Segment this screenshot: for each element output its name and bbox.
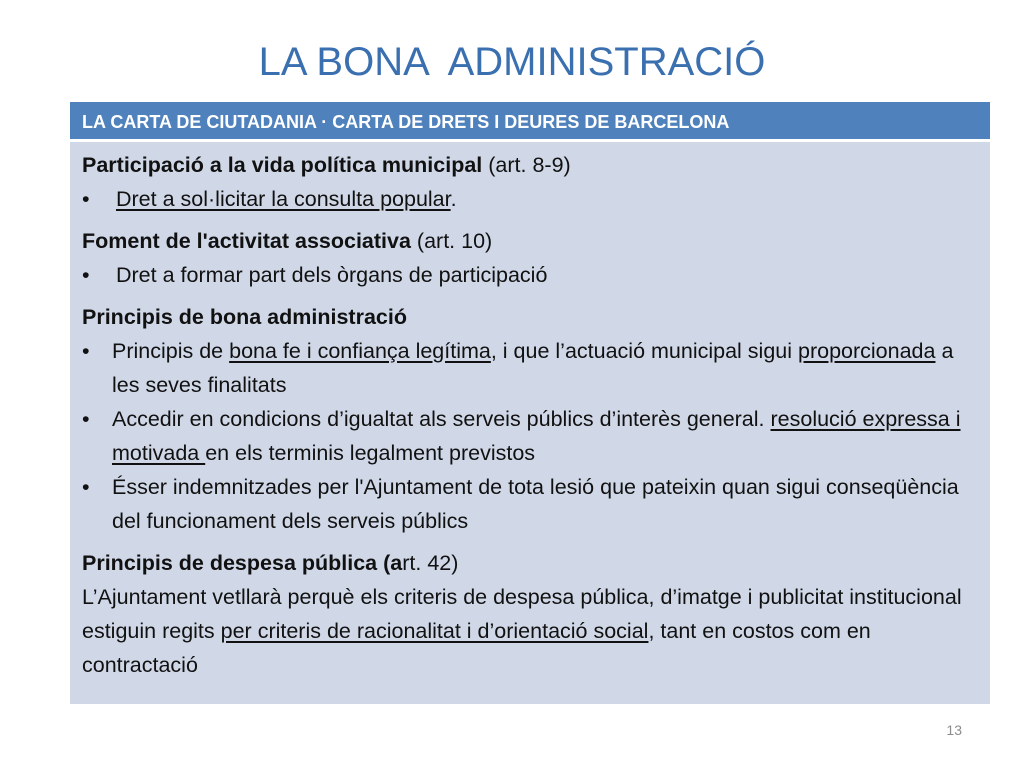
item-text: . (450, 187, 457, 211)
section-associative-activity (82, 224, 976, 292)
underlined-text: per criteris de racionalitat i d’orientació social (220, 619, 649, 643)
bullet-icon: • (82, 475, 90, 499)
section-political-participation (82, 148, 976, 216)
section-heading (82, 224, 976, 258)
list-item (82, 470, 976, 538)
item-text: , i que l’actuació municipal sigui (490, 339, 798, 363)
item-text: a les seves finalitats (112, 339, 954, 397)
page-number: 13 (946, 722, 962, 738)
paragraph (82, 580, 976, 682)
item-text: en els terminis legalment previstos (205, 441, 536, 465)
list-item (82, 182, 976, 216)
slide-title: LA BONA ADMINISTRACIÓ (258, 40, 766, 84)
list-item (82, 334, 976, 402)
list-item (82, 258, 976, 292)
bullet-icon: • (82, 263, 90, 287)
article-ref: rt. 42) (402, 551, 459, 575)
table-header: LA CARTA DE CIUTADANIA · CARTA DE DRETS I DEURES DE BARCELONA (70, 102, 990, 142)
section-title: Principis de despesa pública (a (82, 551, 403, 575)
underlined-text: bona fe i confiança legítima (229, 339, 491, 363)
bullet-icon: • (82, 339, 90, 363)
section-title: Participació a la vida política municipal (82, 153, 483, 177)
section-heading (82, 546, 976, 580)
item-text: Dret a formar part dels òrgans de participació (116, 263, 548, 287)
item-text: Principis de (112, 339, 230, 363)
underlined-text: Dret a sol·licitar la consulta popular (116, 187, 451, 211)
section-heading (82, 300, 976, 334)
charter-table (70, 102, 990, 704)
paragraph-text: L’Ajuntament vetllarà perquè els criteris de despesa pública, d’imatge i publicitat institucional estiguin regits (82, 585, 962, 643)
bullet-icon: • (82, 187, 90, 211)
section-heading (82, 148, 976, 182)
article-ref: (art. 8-9) (482, 153, 571, 177)
section-title: Foment de l'activitat associativa (82, 229, 411, 253)
bullet-icon: • (82, 407, 90, 431)
list-item (82, 402, 976, 470)
underlined-text: proporcionada (798, 339, 936, 363)
section-title: Principis de bona administració (82, 305, 407, 329)
article-ref: (art. 10) (410, 229, 493, 253)
item-text: Accedir en condicions d’igualtat als serveis públics d’interès general. (112, 407, 771, 431)
underlined-text: resolució expressa i motivada (112, 407, 961, 465)
table-body (70, 142, 990, 704)
item-text: Ésser indemnitzades per l'Ajuntament de tota lesió que pateixin quan sigui conseqüència del funcionament dels serveis públics (112, 475, 959, 533)
section-good-administration (82, 300, 976, 538)
section-public-spending (82, 546, 976, 682)
paragraph-text: , tant en costos com en contractació (82, 619, 871, 677)
